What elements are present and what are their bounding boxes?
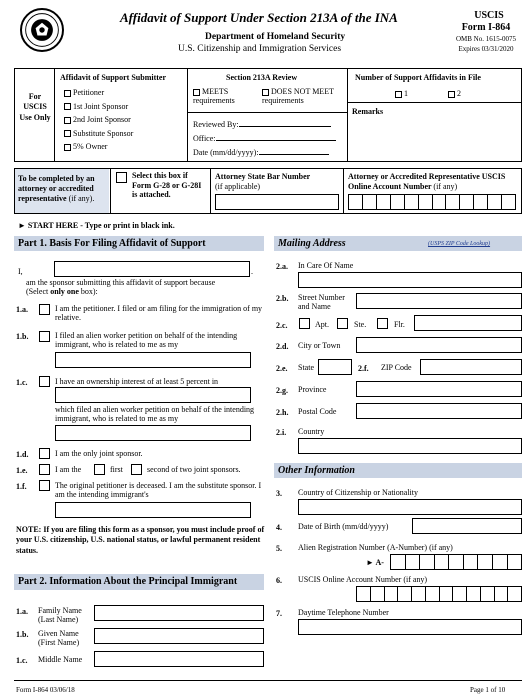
- care-of-input[interactable]: [298, 272, 522, 288]
- citizenship-label: Country of Citizenship or Nationality: [298, 488, 418, 497]
- review-title: Section 213A Review: [226, 73, 298, 82]
- g28-checkbox[interactable]: [116, 172, 127, 183]
- given-name-input[interactable]: [94, 628, 264, 644]
- part1-note: NOTE: If you are filing this form as a sponsor, you must include proof of your U.S. citizenship, U.S. national status, or lawful permanent resident status.: [16, 525, 265, 555]
- start-here: ► START HERE - Type or print in black ink.: [18, 221, 175, 230]
- province-input[interactable]: [356, 381, 522, 397]
- omb-number: OMB No. 1615-0075: [455, 35, 517, 43]
- other-info-heading: Other Information: [274, 463, 522, 478]
- option-1b-text: I filed an alien worker petition on behalf of the intending immigrant, who is related to me as my: [55, 331, 238, 350]
- affidavits-2-checkbox[interactable]: [448, 91, 455, 98]
- option-1a-text: I am the petitioner. I filed or am filing for the immigration of my relative.: [55, 304, 263, 323]
- department-name: Department of Homeland Security: [205, 32, 346, 42]
- submitter-title: Affidavit of Support Submitter: [60, 73, 167, 82]
- remarks-divider: [348, 102, 522, 103]
- option-1a-checkbox[interactable]: [39, 304, 50, 315]
- account-title: Attorney or Accredited Representative USCIS Online Account Number (if any): [348, 172, 506, 191]
- flr-checkbox[interactable]: [377, 318, 388, 329]
- part1-heading: Part 1. Basis For Filing Affidavit of Support: [14, 236, 264, 251]
- a-number-grid[interactable]: [390, 554, 522, 570]
- province-label: Province: [298, 385, 327, 394]
- online-account-grid[interactable]: [356, 586, 522, 602]
- relationship-1b-input[interactable]: [55, 352, 251, 368]
- attorney-instruction: To be completed by an attorney or accredited representative (if any).: [18, 174, 95, 203]
- option-1d-checkbox[interactable]: [39, 448, 50, 459]
- city-label: City or Town: [298, 341, 341, 350]
- meets-checkbox[interactable]: [193, 89, 200, 96]
- affidavits-2-option: 2: [448, 89, 461, 98]
- agency-name: U.S. Citizenship and Immigration Services: [178, 44, 342, 54]
- relationship-1c-input[interactable]: [55, 425, 251, 441]
- option-1d-text: I am the only joint sponsor.: [55, 449, 143, 458]
- five-percent-owner-checkbox[interactable]: [64, 144, 71, 151]
- option-1b-checkbox[interactable]: [39, 331, 50, 342]
- footer-page-number: Page 1 of 10: [470, 686, 506, 694]
- footer-form-id: Form I-864 03/06/18: [16, 686, 75, 694]
- expiration-date: Expires 03/31/2020: [458, 45, 514, 53]
- footer-rule: [14, 680, 522, 681]
- second-sponsor-checkbox[interactable]: [131, 464, 142, 475]
- sponsor-name-input[interactable]: [54, 261, 250, 277]
- review-divider: [188, 112, 348, 113]
- affidavits-1-checkbox[interactable]: [395, 91, 402, 98]
- option-1c-text1: I have an ownership interest of at least 5 percent in: [55, 377, 219, 386]
- city-input[interactable]: [356, 337, 522, 353]
- family-name-label: Family Name (Last Name): [38, 606, 82, 625]
- g28-label: Select this box if Form G-28 or G-28I is attached.: [132, 171, 202, 200]
- a-number-label: Alien Registration Number (A-Number) (if any): [298, 543, 453, 552]
- substitute-sponsor-checkbox[interactable]: [64, 130, 71, 137]
- petitioner-checkbox[interactable]: [64, 90, 71, 97]
- country-input[interactable]: [298, 438, 522, 454]
- state-label: State: [298, 363, 314, 372]
- a-number-prefix: ► A-: [366, 558, 384, 567]
- first-joint-sponsor-checkbox[interactable]: [64, 103, 71, 110]
- middle-name-input[interactable]: [94, 651, 264, 667]
- dob-label: Date of Birth (mm/dd/yyyy): [298, 522, 389, 531]
- office-row: Office:: [193, 134, 336, 143]
- part2-heading: Part 2. Information About the Principal Immigrant: [14, 574, 264, 590]
- state-select[interactable]: [318, 359, 352, 375]
- option-1e-checkbox[interactable]: [39, 464, 50, 475]
- reviewed-by-row: Reviewed By:: [193, 120, 331, 129]
- meets-option: MEETS requirements: [193, 87, 235, 105]
- company-name-input[interactable]: [55, 387, 251, 403]
- remarks-label: Remarks: [352, 107, 384, 116]
- bar-number-title: Attorney State Bar Number: [215, 172, 311, 181]
- street-label: Street Number and Name: [298, 293, 345, 312]
- apt-checkbox[interactable]: [299, 318, 310, 329]
- attorney-div3: [343, 168, 344, 214]
- uscis-label: USCIS: [474, 10, 504, 21]
- i-label: I,: [18, 267, 23, 276]
- option-1f-text: The original petitioner is deceased. I am the substitute sponsor. I am the intending immigrant's: [55, 481, 262, 500]
- review-date-row: Date (mm/dd/yyyy):: [193, 148, 329, 157]
- zip-lookup-link[interactable]: (USPS ZIP Code Lookup): [428, 241, 491, 247]
- country-label: Country: [298, 427, 325, 436]
- phone-label: Daytime Telephone Number: [298, 608, 389, 617]
- zip-input[interactable]: [420, 359, 522, 375]
- citizenship-input[interactable]: [298, 499, 522, 515]
- second-joint-sponsor-checkbox[interactable]: [64, 117, 71, 124]
- option-1f-checkbox[interactable]: [39, 480, 50, 491]
- affidavits-title: Number of Support Affidavits in File: [355, 73, 481, 82]
- office-use-label: For USCIS Use Only: [19, 92, 51, 122]
- part1-intro: am the sponsor submitting this affidavit of support because (Select only one box):: [26, 278, 216, 297]
- does-not-meet-option: DOES NOT MEET requirements: [262, 87, 334, 105]
- bar-number-sub: (if applicable): [215, 182, 261, 191]
- form-number: Form I-864: [461, 22, 511, 33]
- attorney-div2: [210, 168, 211, 214]
- postal-code-label: Postal Code: [298, 407, 337, 416]
- attorney-div1: [110, 168, 111, 214]
- form-title: Affidavit of Support Under Section 213A of the INA: [120, 10, 398, 25]
- care-of-label: In Care Of Name: [298, 261, 354, 270]
- dhs-seal-icon: [20, 8, 64, 52]
- first-sponsor-checkbox[interactable]: [94, 464, 105, 475]
- postal-code-input[interactable]: [356, 403, 522, 419]
- phone-input[interactable]: [298, 619, 522, 635]
- unit-number-input[interactable]: [414, 315, 522, 331]
- attorney-account-grid[interactable]: [348, 194, 516, 210]
- dob-input[interactable]: [412, 518, 522, 534]
- family-name-input[interactable]: [94, 605, 264, 621]
- street-input[interactable]: [356, 293, 522, 309]
- option-1c-checkbox[interactable]: [39, 376, 50, 387]
- online-account-label: USCIS Online Account Number (if any): [298, 575, 428, 584]
- mailing-heading: Mailing Address: [274, 236, 522, 251]
- zip-label: ZIP Code: [381, 363, 412, 372]
- bar-number-input[interactable]: [215, 194, 339, 210]
- affidavits-1-option: 1: [395, 89, 408, 98]
- submitter-options: Petitioner 1st Joint Sponsor 2nd Joint Sponsor Substitute Sponsor 5% Owner: [64, 86, 133, 154]
- option-1c-text2: which filed an alien worker petition on behalf of the intending immigrant, who is related to me as my: [55, 405, 255, 424]
- does-not-meet-checkbox[interactable]: [262, 89, 269, 96]
- middle-name-label: Middle Name: [38, 655, 83, 664]
- relationship-1f-input[interactable]: [55, 502, 251, 518]
- ste-checkbox[interactable]: [337, 318, 348, 329]
- given-name-label: Given Name (First Name): [38, 629, 80, 648]
